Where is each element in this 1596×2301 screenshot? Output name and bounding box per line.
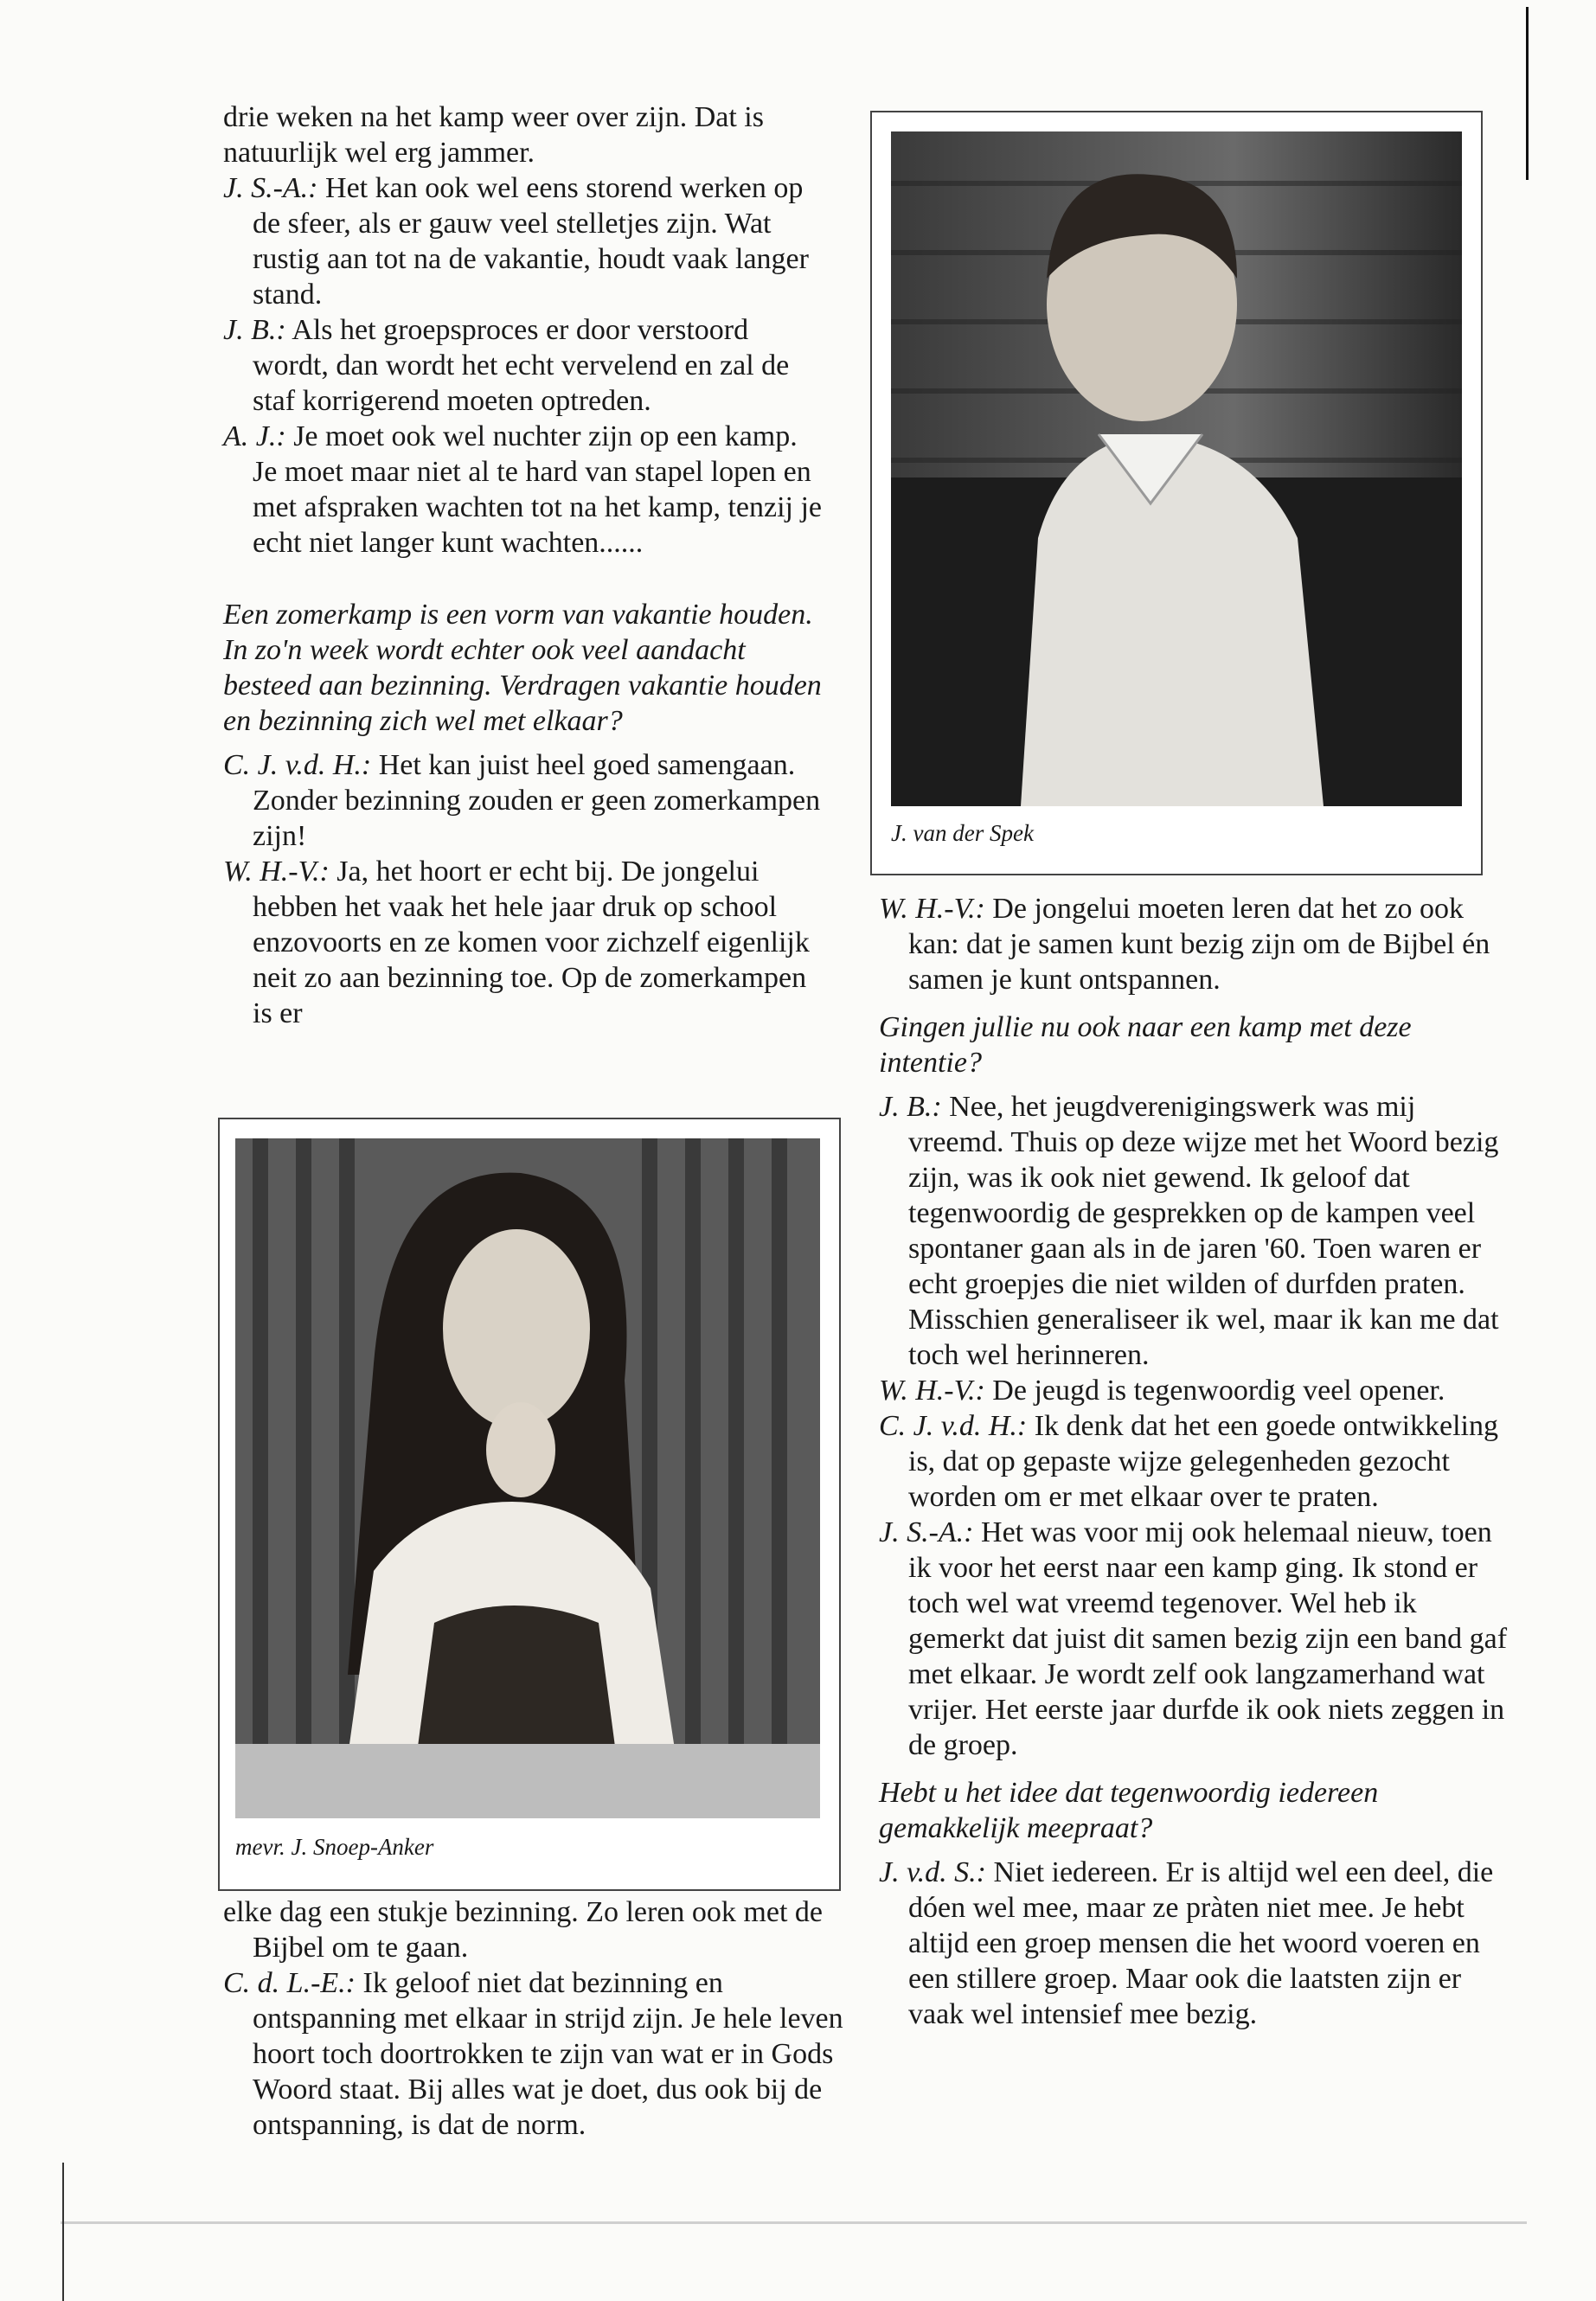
dialogue-text: De jongelui moeten leren dat het zo ook kan: dat je samen kunt bezig zijn om de Bijbel én samen je kunt ontspannen. — [908, 893, 1490, 996]
speaker-label: J. B.: — [879, 1091, 942, 1123]
speaker-label: W. H.-V.: — [223, 856, 330, 888]
speaker-label: A. J.: — [223, 420, 286, 452]
interview-question: Hebt u het idee dat tegenwoordig iedereen gemakkelijk meepraat? — [879, 1777, 1379, 1844]
photo-frame-snoep-anker — [218, 1118, 841, 1891]
speaker-label: J. S.-A.: — [879, 1516, 974, 1548]
dialogue-entry — [879, 1408, 1510, 1515]
dialogue-entry — [223, 747, 829, 854]
dialogue-entry — [223, 854, 829, 1031]
dialogue-text: Nee, het jeugdverenigingswerk was mij vreemd. Thuis op deze wijze met het Woord bezig zijn, was ik ook niet gewend. Ik geloof dat tegenwoordig de gesprekken op de kampen veel spontaner gaan als in de jaren '60. Toen waren er echt groepjes die niet wilden of durfden praten. Misschien generaliseer ik wel, maar ik kan me dat toch wel herinneren. — [908, 1091, 1499, 1371]
dialogue-entry — [223, 1965, 846, 2143]
right-column-text — [879, 891, 1510, 2032]
photo-image — [235, 1138, 820, 1818]
left-margin-rule — [62, 2163, 64, 2301]
dialogue-text: Het kan juist heel goed samengaan. Zonder bezinning zouden er geen zomerkampen zijn! — [253, 749, 821, 852]
dialogue-entry — [879, 1089, 1510, 1373]
dialogue-text: Je moet ook wel nuchter zijn op een kamp. Je moet maar niet al te hard van stapel lopen en met afspraken wachten tot na het kamp, tenzij je echt niet langer kunt wachten...... — [253, 420, 823, 559]
top-right-margin-rule — [1526, 7, 1529, 180]
left-bottom-text — [223, 1894, 846, 2143]
bottom-page-rule — [61, 2221, 1527, 2224]
dialogue-text: Niet iedereen. Er is altijd wel een deel, die dóen wel mee, maar ze pràten niet mee. Je hebt altijd een groep mensen die het woord voeren en een stillere groep. Maar ook die laatsten zijn er vaak wel intensief mee bezig. — [908, 1856, 1494, 2030]
dialogue-text: Het was voor mij ook helemaal nieuw, toen ik voor het eerst naar een kamp ging. Ik stond er toch wel wat vreemd tegenover. Wel heb ik gemerkt dat juist dit samen bezig zijn een band gaf met elkaar. Je wordt zelf ook langzamerhand wat vrijer. Het eerste jaar durfde ik ook niets zeggen in de groep. — [908, 1516, 1508, 1761]
speaker-label: W. H.-V.: — [879, 1375, 985, 1407]
photo-image — [891, 131, 1462, 806]
photo-caption: mevr. J. Snoep-Anker — [235, 1834, 434, 1860]
speaker-label: W. H.-V.: — [879, 893, 985, 925]
dialogue-entry — [223, 419, 829, 561]
speaker-label: J. B.: — [223, 314, 286, 346]
dialogue-entry — [879, 1373, 1510, 1408]
paragraph: drie weken na het kamp weer over zijn. Dat is natuurlijk wel erg jammer. — [223, 101, 764, 169]
interview-question: Gingen jullie nu ook naar een kamp met deze intentie? — [879, 1011, 1412, 1079]
speaker-label: J. S.-A.: — [223, 172, 318, 204]
dialogue-entry — [879, 1855, 1510, 2032]
speaker-label: C. J. v.d. H.: — [879, 1410, 1028, 1442]
dialogue-text: De jeugd is tegenwoordig veel opener. — [984, 1375, 1445, 1407]
dialogue-text: Het kan ook wel eens storend werken op de sfeer, als er gauw veel stelletjes zijn. Wat rustig aan tot na de vakantie, houdt vaak langer stand. — [253, 172, 809, 311]
photo-frame-van-der-spek — [870, 111, 1483, 875]
photo-caption: J. van der Spek — [891, 820, 1034, 846]
portrait-photo-snoep-anker — [235, 1138, 820, 1818]
dialogue-text: Ik geloof niet dat bezinning en ontspanning met elkaar in strijd zijn. Je hele leven hoort toch doortrokken te zijn van wat er in Gods Woord staat. Bij alles wat je doet, dus ook bij de ontspanning, is dat de norm. — [253, 1967, 843, 2141]
dialogue-text: Ik denk dat het een goede ontwikkeling is, dat op gepaste wijze gelegenheden gezocht worden om er met elkaar over te praten. — [908, 1410, 1498, 1513]
left-column-text — [223, 99, 829, 1031]
speaker-label: C. d. L.-E.: — [223, 1967, 356, 1999]
interview-question: Een zomerkamp is een vorm van vakantie houden. In zo'n week wordt echter ook veel aandacht besteed aan bezinning. Verdragen vakantie houden en bezinning zich wel met elkaar? — [223, 599, 822, 737]
portrait-photo-van-der-spek — [891, 131, 1462, 806]
paragraph: elke dag een stukje bezinning. Zo leren ook met de Bijbel om te gaan. — [223, 1896, 823, 1964]
dialogue-entry — [879, 891, 1510, 997]
speaker-label: J. v.d. S.: — [879, 1856, 986, 1888]
dialogue-entry — [223, 312, 829, 419]
dialogue-text: Als het groepsproces er door verstoord wordt, dan wordt het echt vervelend en zal de staf korrigerend moeten optreden. — [253, 314, 790, 417]
dialogue-text: Ja, het hoort er echt bij. De jongelui hebben het vaak het hele jaar druk op school enzovoorts en ze komen voor zichzelf eigenlijk neit zo aan bezinning toe. Op de zomerkampen is er — [253, 856, 810, 1029]
speaker-label: C. J. v.d. H.: — [223, 749, 372, 781]
dialogue-entry — [879, 1515, 1510, 1763]
dialogue-entry — [223, 170, 829, 312]
